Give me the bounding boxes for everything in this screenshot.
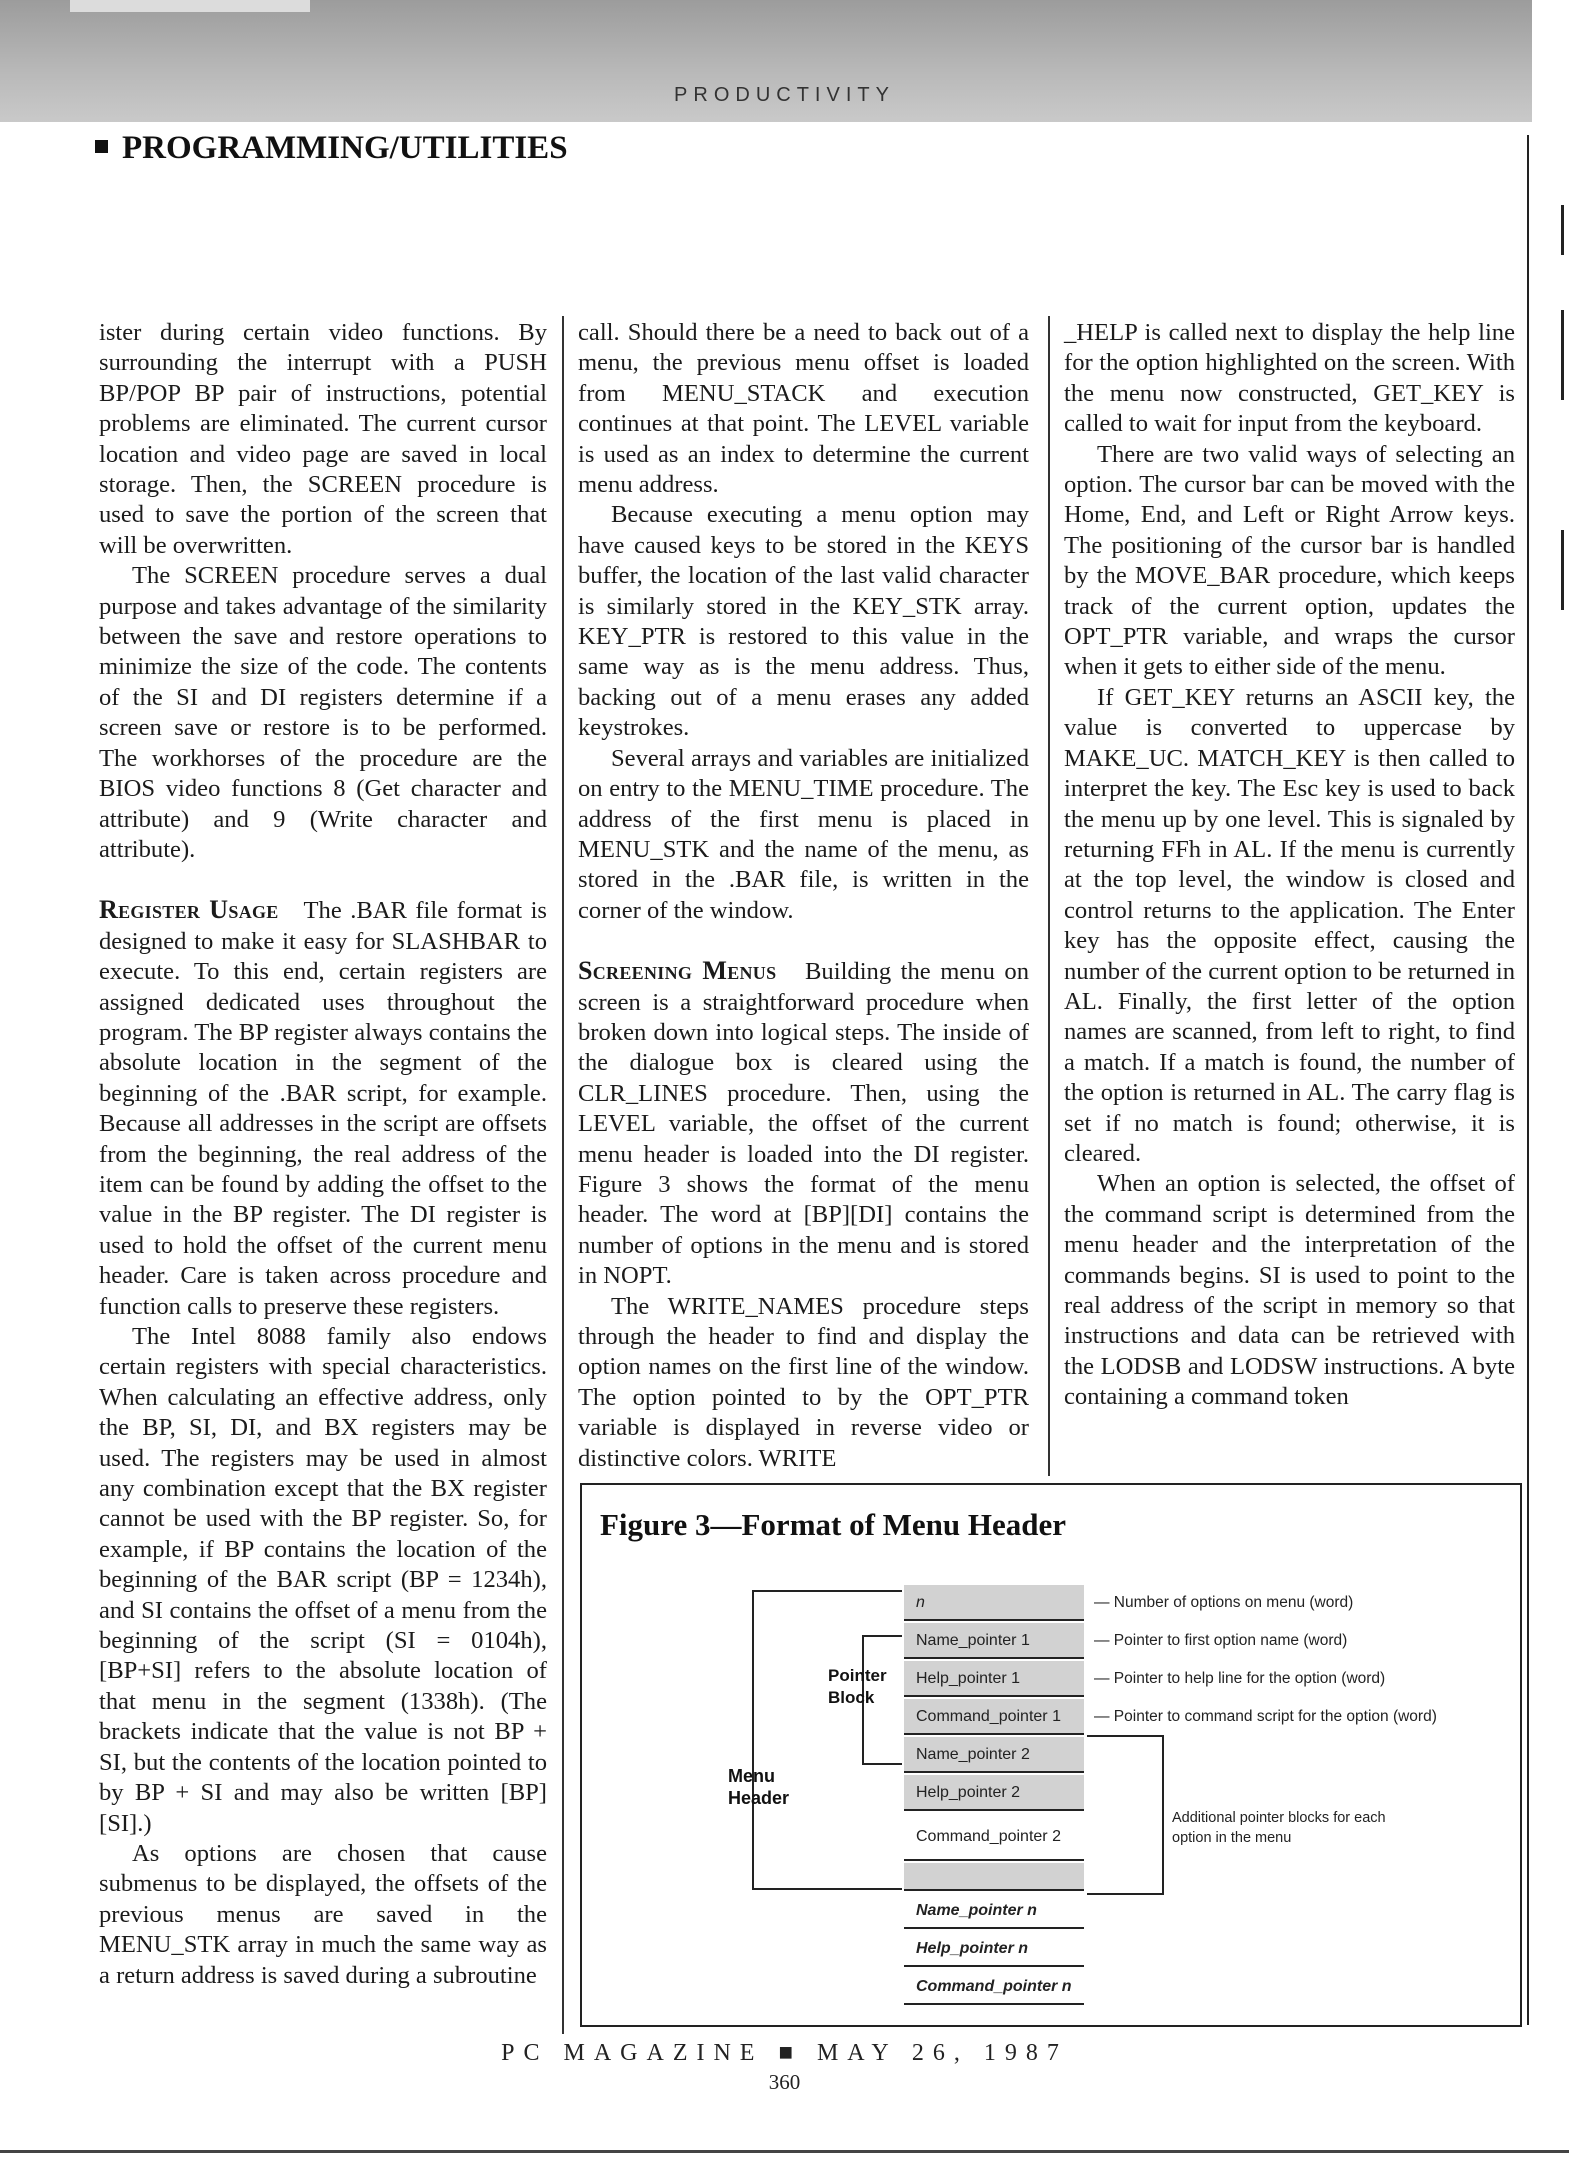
paragraph: When an option is selected, the offset of the command script is determined from the menu header and the interpretation of the commands begins. SI is used to point to the real address of the script in memory so that instructions and data can be retrieved with the LODSB and LODSW instructions. A byte containing a command token <box>1064 1170 1515 1411</box>
menu-header-bracket <box>752 1590 754 1890</box>
paragraph: ister during certain video functions. By surrounding the interrupt with a PUSH BP/POP BP pair of instructions, potential problems are eliminated. The current cursor location and video page are saved in local storage. Then, the SCREEN procedure is used to save the portion of the screen that will be overwritten. <box>99 319 547 559</box>
column-divider <box>1048 316 1050 1476</box>
bottom-rule <box>0 2150 1569 2153</box>
menu-cell-command-1: Command_pointer 1 <box>904 1699 1084 1735</box>
run-in-heading: Screening Menus <box>578 956 777 986</box>
paragraph: The WRITE_NAMES procedure steps through the header to find and display the option names on the first line of the window. The option pointed to by the OPT_PTR variable is displayed in reverse video or distinctive colors. WRITE <box>578 1292 1029 1472</box>
article-column-2 <box>578 318 1029 1474</box>
menu-cell-command-n: Command_pointer n <box>904 1969 1084 2005</box>
menu-cell-ellipsis <box>904 1863 1084 1891</box>
menu-cell-help-1: Help_pointer 1 <box>904 1661 1084 1697</box>
article-column-1 <box>99 318 547 1991</box>
pointer-block-bracket-top <box>862 1635 902 1637</box>
paragraph: _HELP is called next to display the help line for the option highlighted on the screen. With the menu now constructed, GET_KEY is called to wait for input from the keyboard. <box>1064 319 1515 438</box>
paragraph: The Intel 8088 family also endows certain registers with special characteristics. When calculating an effective address, only the BP, SI, DI, and BX registers may be used. The registers may be used in almost any combination except that the BX register cannot be used with the BP register. So, for example, if BP contains the location of the beginning of the BAR script (BP = 1234h), and SI contains the offset of a menu from the beginning of the script (SI = 0104h), [BP+SI] refers to the absolute location of that menu in the segment (1338h). (The brackets indicate that the value is not BP + SI, but the contents of the location pointed to by BP + SI and may also be written [BP][SI].) <box>99 1323 547 1837</box>
menu-cell-command-2: Command_pointer 2 <box>904 1813 1084 1861</box>
pointer-block-label: Pointer Block <box>828 1666 887 1707</box>
margin-mark <box>1561 530 1564 610</box>
menu-cell-name-1: Name_pointer 1 <box>904 1623 1084 1659</box>
annotation-count: — Number of options on menu (word) <box>1094 1594 1354 1611</box>
annotation-additional: Additional pointer blocks for each option in the menu <box>1172 1810 1386 1846</box>
bullet-square <box>95 140 108 153</box>
page-title-text: PROGRAMMING/UTILITIES <box>122 130 568 166</box>
figure-title: Figure 3—Format of Menu Header <box>600 1507 1067 1542</box>
menu-cell-help-2: Help_pointer 2 <box>904 1775 1084 1811</box>
paragraph: The SCREEN procedure serves a dual purpose and takes advantage of the similarity between the save and restore operations to minimize the size of the code. The contents of the SI and DI registers determine if a screen save or restore is to be performed. The workhorses of the procedure are the BIOS video functions 8 (Get character and attribute) and 9 (Write character and attribute). <box>99 562 547 863</box>
paragraph <box>578 956 1029 1291</box>
paragraph-text: The .BAR file format is designed to make it easy for SLASHBAR to execute. To this end, certain registers are assigned dedicated uses throughout the program. The BP register always contains the absolute location in the segment of the beginning of the .BAR script, for example. Because all addresses in the script are offsets from the beginning, the real address of the item can be found by adding the offset to the value in the BP register. The DI register is used to hold the offset of the current menu header. Care is taken across procedure and function calls to preserve these registers. <box>99 897 547 1320</box>
annotation-help: — Pointer to help line for the option (word) <box>1094 1670 1386 1687</box>
paragraph: There are two valid ways of selecting an option. The cursor bar can be moved with the Home, End, and Left or Right Arrow keys. The positioning of the cursor bar is handled by the MOVE_BAR procedure, which keeps track of the current option, updates the OPT_PTR variable, and wraps the cursor when it gets to either side of the menu. <box>1064 440 1515 681</box>
additional-blocks-bracket <box>1162 1735 1164 1895</box>
footer-magazine: PC MAGAZINE ■ MAY 26, 1987 <box>501 2040 1068 2066</box>
article-column-3 <box>1064 318 1515 1413</box>
menu-cell-help-n: Help_pointer n <box>904 1931 1084 1967</box>
figure-3-box <box>580 1483 1522 2027</box>
menu-header-bracket-bottom <box>752 1888 902 1890</box>
annotation-command: — Pointer to command script for the option (word) <box>1094 1708 1437 1725</box>
page-title <box>95 130 568 167</box>
paragraph: If GET_KEY returns an ASCII key, the value is converted to uppercase by MAKE_UC. MATCH_KEY is then called to interpret the key. The Esc key is used to back the menu up by one level. This is signaled by returning FFh in AL. If the menu is currently at the top level, the window is closed and control returns to the application. The Enter key has the opposite effect, causing the number of the current option to be returned in AL. Finally, the first letter of the option names are scanned, from left to right, to find a match. If a match is found, the number of the option is returned in AL. The carry flag is set if no match is found; otherwise, it is cleared. <box>1064 683 1515 1167</box>
annotation-name: — Pointer to first option name (word) <box>1094 1632 1348 1649</box>
menu-cell-count: n <box>904 1585 1084 1621</box>
page-number: 360 <box>768 2070 801 2094</box>
paragraph: Several arrays and variables are initialized on entry to the MENU_TIME procedure. The address of the first menu is placed in MENU_STK and the name of the menu, as stored in the .BAR file, is written in the corner of the window. <box>578 744 1029 924</box>
margin-mark <box>1561 310 1564 400</box>
paragraph: call. Should there be a need to back out of a menu, the previous menu offset is loaded from MENU_STACK and execution continues at that point. The LEVEL variable is used as an index to determine the current menu address. <box>578 319 1029 499</box>
right-margin-rule <box>1527 135 1529 2025</box>
menu-header-label: Menu Header <box>728 1766 790 1808</box>
additional-blocks-bracket-bottom <box>1087 1893 1164 1895</box>
paragraph-text: Building the menu on screen is a straightforward procedure when broken down into logical steps. The inside of the dialogue box is cleared using the CLR_LINES procedure. Then, using the LEVEL variable, the offset of the current menu header is loaded into the DI register. Figure 3 shows the format of the menu header. The word at [BP][DI] contains the number of options in the menu and is stored in NOPT. <box>578 958 1029 1290</box>
paragraph: As options are chosen that cause submenus to be displayed, the offsets of the previous menus are saved in the MENU_STK array in much the same way as a return address is saved during a subroutine <box>99 1839 547 1989</box>
margin-mark <box>1561 205 1564 255</box>
menu-cell-name-n: Name_pointer n <box>904 1893 1084 1929</box>
section-label: PRODUCTIVITY <box>674 84 895 106</box>
run-in-heading: Register Usage <box>99 895 279 925</box>
menu-cell-name-2: Name_pointer 2 <box>904 1737 1084 1773</box>
menu-header-bracket-top <box>752 1590 902 1592</box>
additional-blocks-bracket-top <box>1087 1735 1164 1737</box>
pointer-block-bracket-bottom <box>862 1763 902 1765</box>
paragraph <box>99 895 547 1322</box>
top-band-highlight <box>70 0 310 12</box>
paragraph: Because executing a menu option may have caused keys to be stored in the KEYS buffer, the location of the last valid character is similarly stored in the KEY_STK array. KEY_PTR is restored to this value in the same way as is the menu address. Thus, backing out of a menu erases any added keystrokes. <box>578 501 1029 742</box>
column-divider <box>562 316 564 2034</box>
